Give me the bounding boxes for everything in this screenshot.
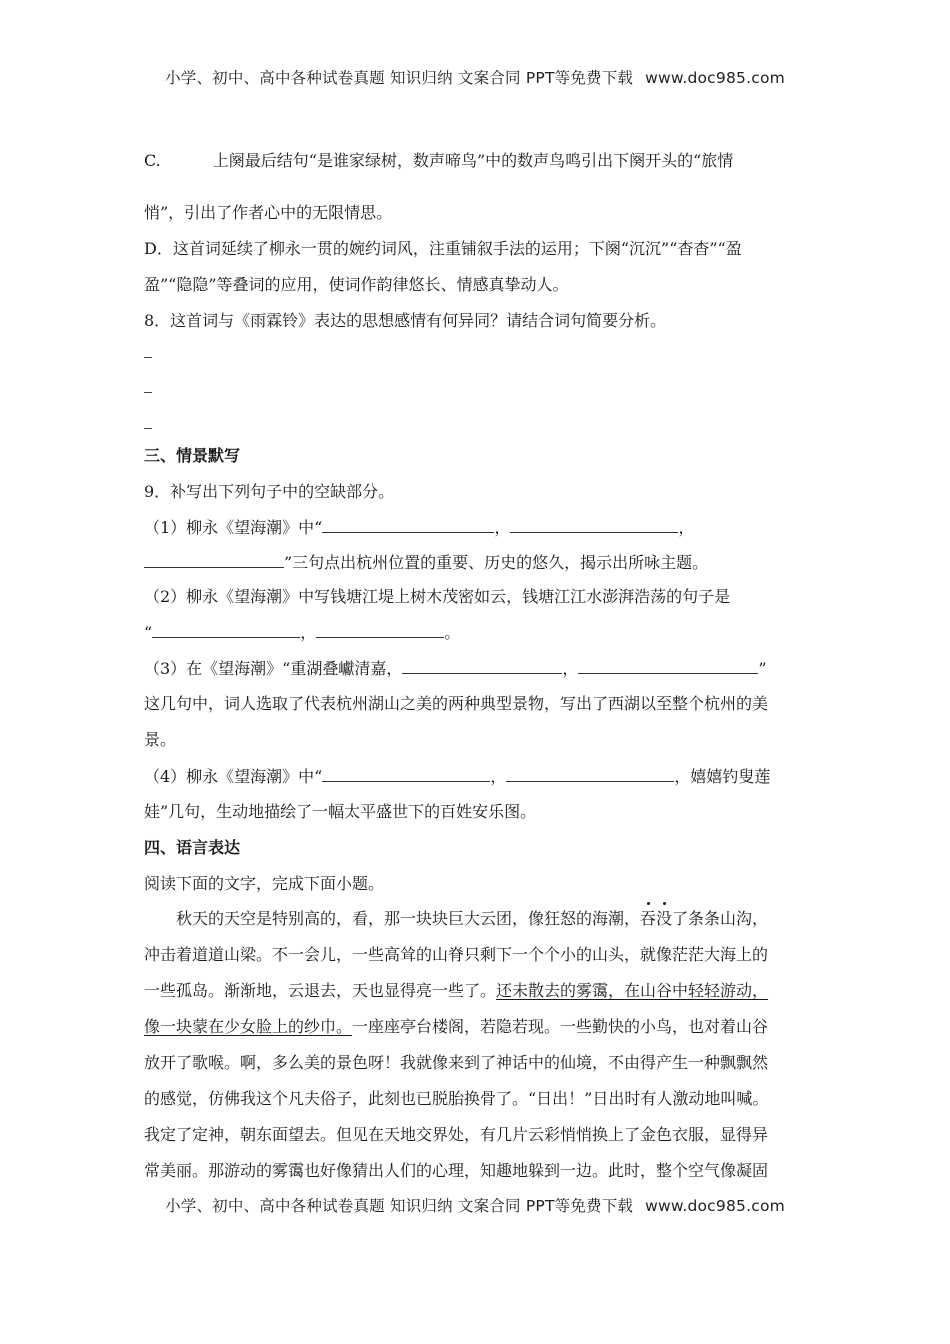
- passage-text: 了条条山沟，: [672, 909, 769, 928]
- passage-line-3: [144, 980, 824, 1002]
- option-c-label: C.: [144, 151, 161, 170]
- q9-1-comma: ，: [494, 518, 511, 537]
- option-d-line2: 盈”“隐隐”等叠词的应用，使词作韵律悠长、情感真挚动人。: [144, 275, 569, 294]
- section-4-heading: 四、语言表达: [144, 838, 241, 857]
- q9-1-comma: ，: [678, 518, 695, 537]
- passage-line-7: 我定了定神，朝东面望去。但见在天地交界处，有几片云彩悄悄换上了金色衣服，显得异: [144, 1125, 769, 1144]
- option-d-line1: D．这首词延续了柳永一贯的婉约词风，注重铺叙手法的运用；下阕“沉沉”“杳杳”“盈: [144, 239, 742, 258]
- blank-input[interactable]: [506, 765, 674, 782]
- q9-2-comma: ，: [300, 623, 317, 642]
- dotted-char: 吞: [640, 909, 657, 928]
- q9-1-prefix: （1）柳永《望海潮》中“: [144, 518, 323, 537]
- option-c-line1: [144, 150, 824, 172]
- question-9-4-line1: [144, 765, 824, 788]
- question-9-1-line1: [144, 516, 824, 539]
- question-9-2-line1: （2）柳永《望海潮》中写钱塘江堤上树木茂密如云，钱塘江江水澎湃浩荡的句子是: [144, 587, 731, 606]
- question-8: 8．这首词与《雨霖铃》表达的思想感情有何异同？请结合词句简要分析。: [144, 311, 667, 330]
- header-url[interactable]: www.doc985.com: [645, 69, 785, 87]
- question-9-stem: 9．补写出下列句子中的空缺部分。: [144, 482, 395, 501]
- blank-input[interactable]: [144, 551, 284, 568]
- q9-4-comma: ，: [490, 767, 507, 786]
- passage-text: 一些孤岛。渐渐地，云退去，天也显得亮一些了。: [144, 981, 497, 1000]
- passage-line-8: 常美丽。那游动的雾霭也好像猜出人们的心理，知趣地躲到一边。此时，整个空气像凝固: [144, 1161, 769, 1180]
- question-9-1-line2: [144, 551, 824, 574]
- question-9-3-line1: [144, 657, 824, 680]
- q9-2-period: 。: [444, 623, 461, 642]
- footer-url[interactable]: www.doc985.com: [645, 1197, 785, 1215]
- question-9-2-line2: [144, 621, 824, 644]
- question-9-4-line2: 娃”几句，生动地描绘了一幅太平盛世下的百姓安乐图。: [144, 802, 537, 821]
- option-c-text: 上阕最后结句“是谁家绿树，数声啼鸟”中的数声鸟鸣引出下阕开头的“旅情: [212, 151, 734, 170]
- footer-text: 小学、初中、高中各种试卷真题 知识归纳 文案合同 PPT等免费下载: [165, 1197, 634, 1215]
- answer-line[interactable]: [144, 428, 152, 429]
- q9-3-prefix: （3）在《望海潮》“重湖叠巘清嘉，: [144, 659, 403, 678]
- page-header: [0, 66, 950, 88]
- reading-intro: 阅读下面的文字，完成下面小题。: [144, 874, 385, 893]
- blank-input[interactable]: [152, 621, 300, 638]
- blank-input[interactable]: [510, 516, 678, 533]
- passage-text: 秋天的天空是特别高的，看，那一块块巨大云团，像狂怒的海潮，: [176, 909, 641, 928]
- question-9-3-line2: 这几句中，词人选取了代表杭州湖山之美的两种典型景物，写出了西湖以至整个杭州的美: [144, 694, 769, 713]
- q9-1-suffix: ”三句点出杭州位置的重要、历史的悠久，揭示出所咏主题。: [284, 553, 709, 572]
- blank-input[interactable]: [402, 657, 562, 674]
- q9-4-prefix: （4）柳永《望海潮》中“: [144, 767, 323, 786]
- answer-line[interactable]: [144, 357, 152, 358]
- blank-input[interactable]: [322, 765, 490, 782]
- answer-line[interactable]: [144, 392, 152, 393]
- header-text: 小学、初中、高中各种试卷真题 知识归纳 文案合同 PPT等免费下载: [165, 69, 634, 87]
- passage-text: 一座座亭台楼阁，若隐若现。一些勤快的小鸟，也对着山谷: [352, 1017, 769, 1036]
- passage-line-6: 的感觉，仿佛我这个凡夫俗子，此刻也已脱胎换骨了。“日出！”日出时有人激动地叫喊。: [144, 1089, 769, 1108]
- section-3-heading: 三、情景默写: [144, 446, 241, 465]
- underlined-sentence: 还未散去的雾霭，在山谷中轻轻游动，: [496, 981, 769, 1000]
- blank-input[interactable]: [316, 621, 444, 638]
- q9-4-suffix: ，嬉嬉钓叟莲: [674, 767, 771, 786]
- q9-3-comma: ，: [562, 659, 579, 678]
- underlined-sentence: 像一块蒙在少女脸上的纱巾。: [144, 1017, 353, 1036]
- passage-line-4: [144, 1016, 824, 1038]
- blank-input[interactable]: [322, 516, 494, 533]
- q9-2-quote: “: [144, 623, 153, 642]
- page-footer: [0, 1194, 950, 1216]
- dotted-char: 没: [656, 909, 673, 928]
- blank-input[interactable]: [578, 657, 758, 674]
- question-9-3-line3: 景。: [144, 730, 177, 749]
- passage-line-1: [176, 908, 824, 930]
- option-c-line2: 悄”，引出了作者心中的无限情思。: [144, 203, 393, 222]
- passage-line-5: 放开了歌喉。啊，多么美的景色呀！我就像来到了神话中的仙境，不由得产生一种飘飘然: [144, 1053, 769, 1072]
- passage-line-2: 冲击着道道山梁。不一会儿，一些高耸的山脊只剩下一个个小的山头，就像茫茫大海上的: [144, 945, 769, 964]
- q9-3-quote: ”: [758, 659, 767, 678]
